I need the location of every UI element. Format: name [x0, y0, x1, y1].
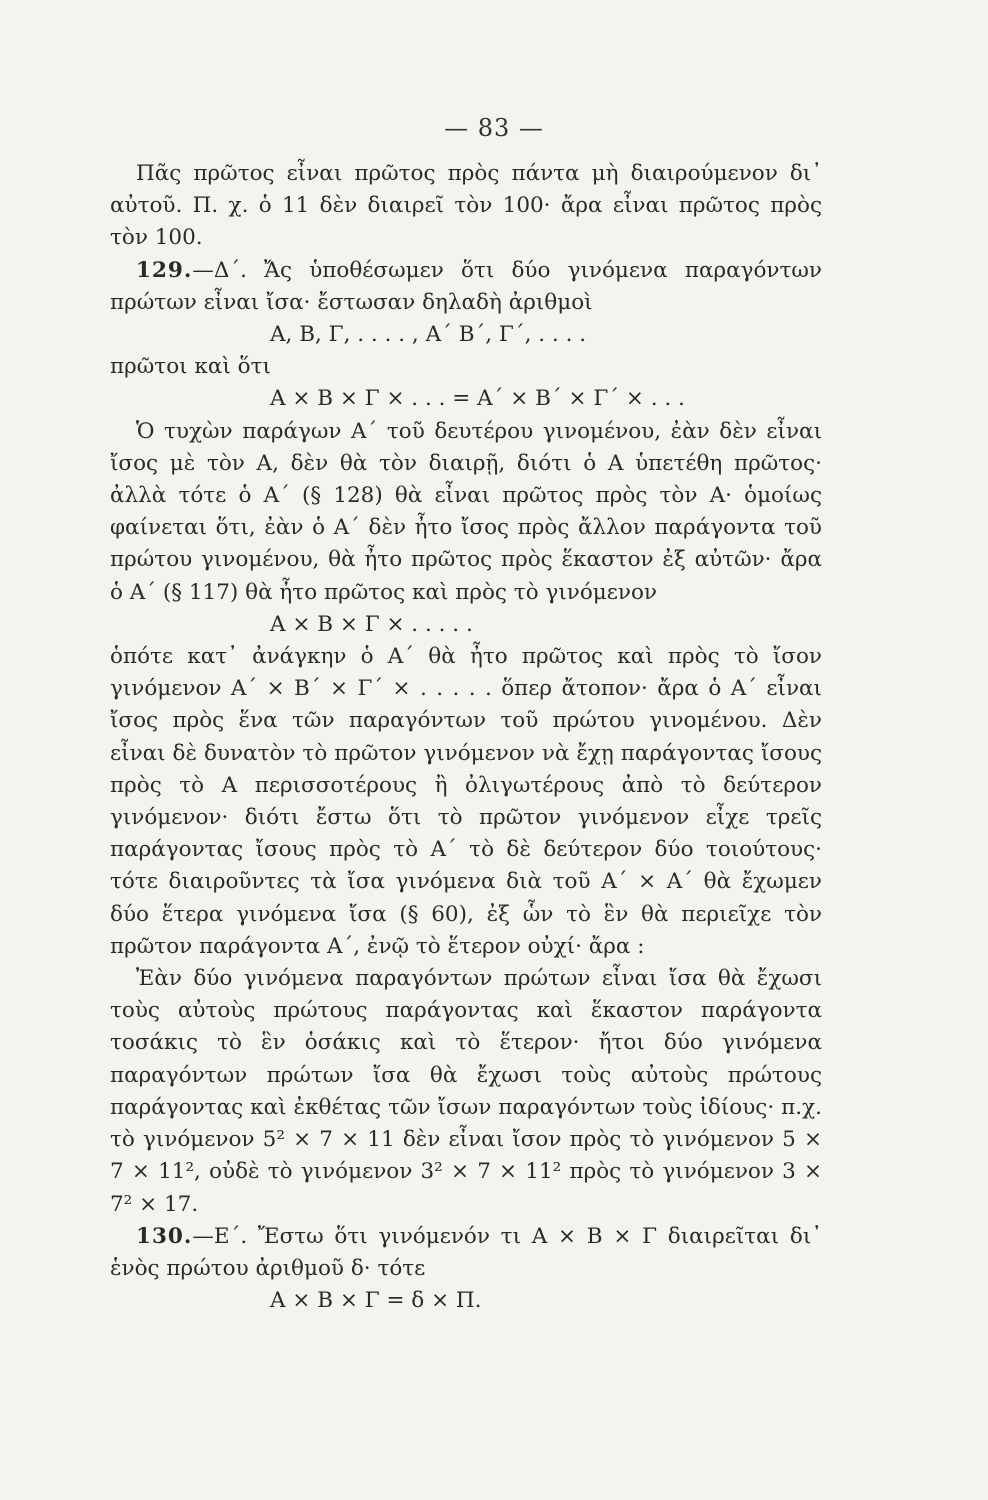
formula-first-product: Α × Β × Γ × . . . . . [270, 611, 473, 637]
section-number-130: 130. [136, 1223, 193, 1249]
paragraph-prime-definition: Πᾶς πρῶτος εἶναι πρῶτος πρὸς πάντα μὴ διαιρούμενον δι᾽ αὐτοῦ. Π. χ. ὁ 11 δὲν διαιρεῖ τὸν 100· ἄρα εἶναι πρῶτος πρὸς τὸν 100. [110, 161, 822, 251]
formula-division: Α × Β × Γ = δ × Π. [270, 1288, 482, 1314]
section-130 [110, 1221, 822, 1285]
page-body [110, 158, 822, 1317]
formula-products-equal: Α × Β × Γ × . . . = Α΄ × Β΄ × Γ΄ × . . . [270, 386, 685, 412]
paragraph-theorem: Ἐὰν δύο γινόμενα παραγόντων πρώτων εἶναι ἴσα θὰ ἔχωσι τοὺς αὐτοὺς πρώτους παράγοντας καὶ ἕκαστον παράγοντα τοσάκις τὸ ἓν ὁσάκις καὶ τὸ ἕτερον· ἤτοι δύο γινόμενα παραγόντων πρώτων ἴσα θὰ ἔχωσι τοὺς αὐτοὺς πρώτους παράγοντας καὶ ἐκθέτας τῶν ἴσων παραγόντων τοὺς ἰδίους· π.χ. τὸ γινόμενον 5² × 7 × 11 δὲν εἶναι ἴσον πρὸς τὸ γινόμενον 5 × 7 × 11², οὐδὲ τὸ γινόμενον 3² × 7 × 11² πρὸς τὸ γινόμενον 3 × 7² × 17. [110, 966, 822, 1217]
section-130-text: —Ε΄. Ἔστω ὅτι γινόμενόν τι Α × Β × Γ διαιρεῖται δι᾽ ἑνὸς πρώτου ἀριθμοῦ δ· τότε [110, 1223, 822, 1281]
paragraph-proof-continued: ὁπότε κατ᾽ ἀνάγκην ὁ Α΄ θὰ ἦτο πρῶτος καὶ πρὸς τὸ ἴσον γινόμενον Α΄ × Β΄ × Γ΄ × . . . . . ὅπερ ἄτοπον· ἄρα ὁ Α΄ εἶναι ἴσος πρὸς ἕνα τῶν παραγόντων τοῦ πρώτου γινομένου. Δὲν εἶναι δὲ δυνατὸν τὸ πρῶτον γινόμενον νὰ ἔχῃ παράγοντας ἴσους πρὸς τὸ Α περισσοτέρους ἢ ὀλιγωτέρους ἀπὸ τὸ δεύτερον γινόμενον· διότι ἔστω ὅτι τὸ πρῶτον γινόμενον εἶχε τρεῖς παράγοντας ἴσους πρὸς τὸ Α΄ τὸ δὲ δεύτερον δύο τοιούτους· τότε διαιροῦντες τὰ ἴσα γινόμενα διὰ τοῦ Α΄ × Α΄ θὰ ἔχωμεν δύο ἕτερα γινόμενα ἴσα (§ 60), ἐξ ὧν τὸ ἓν θὰ περιεῖχε τὸν πρῶτον παράγοντα Α΄, ἐνῷ τὸ ἕτερον οὐχί· ἄρα : [110, 644, 822, 959]
paragraph-proof: Ὁ τυχὼν παράγων Α΄ τοῦ δευτέρου γινομένου, ἐὰν δὲν εἶναι ἴσος μὲ τὸν Α, δὲν θὰ τὸν διαιρῇ, διότι ὁ Α ὑπετέθη πρῶτος· ἀλλὰ τότε ὁ Α΄ (§ 128) θὰ εἶναι πρῶτος πρὸς τὸν Α· ὁμοίως φαίνεται ὅτι, ἐὰν ὁ Α΄ δὲν ἦτο ἴσος πρὸς ἄλλον παράγοντα τοῦ πρώτου γινομένου, θὰ ἦτο πρῶτος πρὸς ἕκαστον ἐξ αὐτῶν· ἄρα ὁ Α΄ (§ 117) θὰ ἦτο πρῶτος καὶ πρὸς τὸ γινόμενον [110, 418, 822, 605]
section-129 [110, 255, 822, 319]
formula-factor-list: Α, Β, Γ, . . . . , Α΄ Β΄, Γ΄, . . . . [270, 322, 587, 348]
paragraph-protoi: πρῶτοι καὶ ὅτι [110, 354, 271, 380]
section-129-text: —Δ΄. Ἄς ὑποθέσωμεν ὅτι δύο γινόμενα παραγόντων πρώτων εἶναι ἴσα· ἔστωσαν δηλαδὴ ἀριθμοὶ [110, 257, 822, 315]
page-number: — 83 — [444, 114, 544, 142]
section-number-129: 129. [136, 257, 193, 283]
